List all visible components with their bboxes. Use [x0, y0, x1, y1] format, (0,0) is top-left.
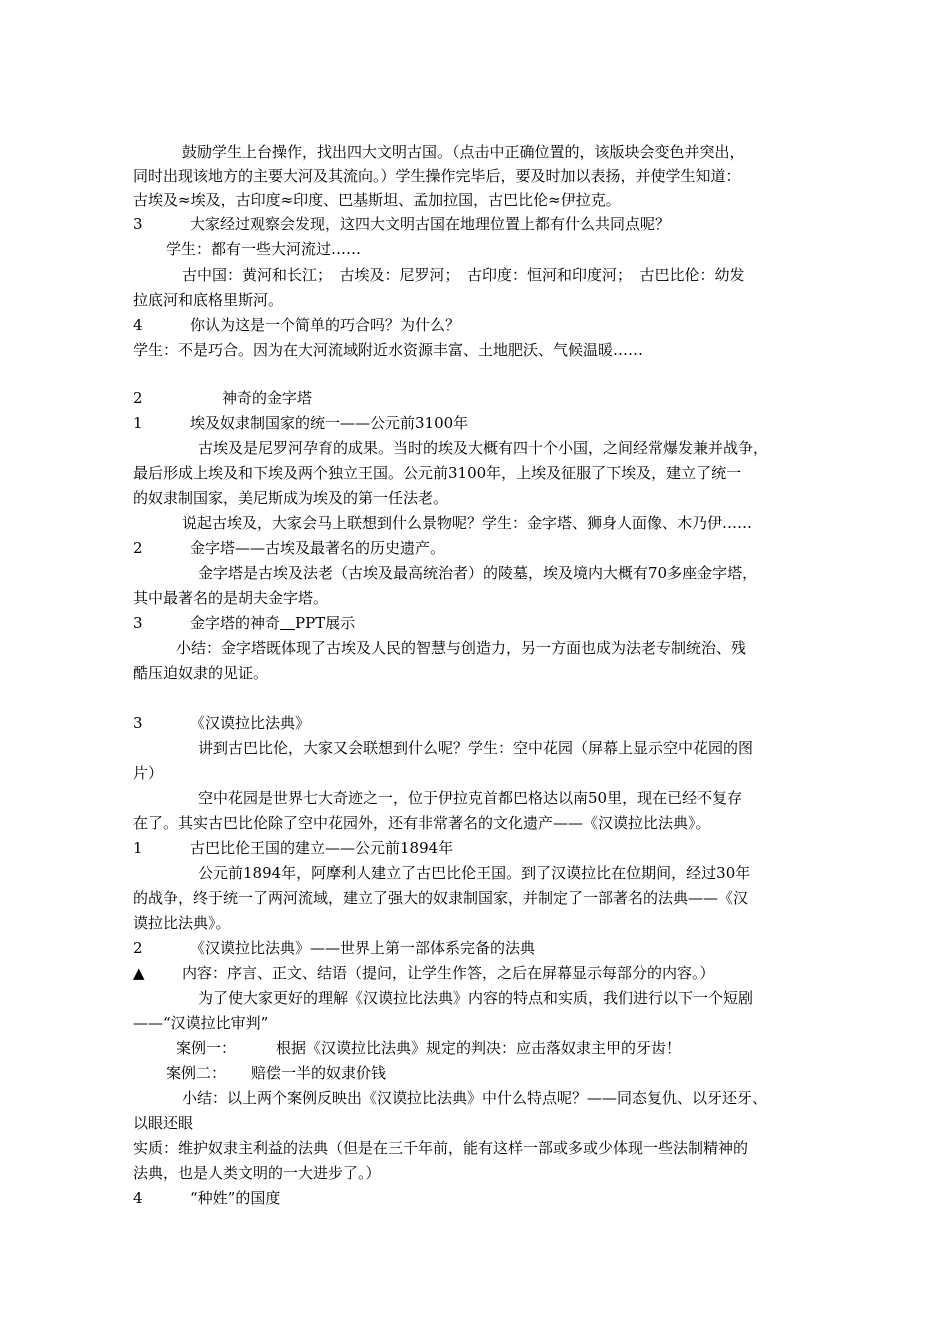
paragraph-line: 说起古埃及，大家会马上联想到什么景物呢？学生：金字塔、狮身人面像、木乃伊……	[182, 514, 753, 532]
paragraph-line: 小结：以上两个案例反映出《汉谟拉比法典》中什么特点呢？——同态复仇、以牙还牙、	[182, 1089, 768, 1107]
paragraph-line: 公元前1894年，阿摩利人建立了古巴比伦王国。到了汉谟拉比在位期间，经过30年	[198, 864, 751, 882]
paragraph-line: 学生：不是巧合。因为在大河流域附近水资源丰富、土地肥沃、气候温暖……	[133, 341, 644, 359]
paragraph-line: 的奴隶制国家，美尼斯成为埃及的第一任法老。	[133, 489, 449, 507]
paragraph-line: 鼓励学生上台操作，找出四大文明古国。（点击中正确位置的，该版块会变色并突出，	[182, 143, 745, 161]
case-label: 案例一：	[176, 1039, 237, 1057]
paragraph-line: 为了使大家更好的理解《汉谟拉比法典》内容的特点和实质，我们进行以下一个短剧	[198, 989, 754, 1007]
paragraph-line	[190, 613, 355, 633]
paragraph-line: 实质：维护奴隶主利益的法典（但是在三千年前，能有这样一部或多或少体现一些法制精神的	[133, 1139, 749, 1157]
list-number: 1	[133, 414, 143, 432]
paragraph-line: 的战争，终于统一了两河流域，建立了强大的奴隶制国家，并制定了一部著名的法典——《汉	[133, 889, 749, 907]
paragraph-line: 古埃及≈埃及，古印度≈印度、巴基斯坦、孟加拉国，古巴比伦≈伊拉克。	[133, 191, 621, 209]
section-number: 3	[133, 714, 143, 732]
paragraph-line: 以眼还眼	[133, 1114, 194, 1132]
section-heading: 《汉谟拉比法典》	[190, 714, 311, 732]
paragraph-line: 古中国：黄河和长江； 古埃及：尼罗河； 古印度：恒河和印度河； 古巴比伦：幼发	[182, 266, 745, 284]
ppt-note: PPT展示	[295, 614, 356, 632]
paragraph-line: 片）	[133, 764, 164, 782]
heading-text: 金字塔的神奇	[190, 614, 281, 632]
list-number: 4	[133, 316, 143, 334]
paragraph-line: 大家经过观察会发现，这四大文明古国在地理位置上都有什么共同点呢？	[190, 215, 671, 233]
paragraph-line: 小结：金字塔既体现了古埃及人民的智慧与创造力，另一方面也成为法老专制统治、残	[176, 639, 747, 657]
paragraph-line: 讲到古巴比伦，大家又会联想到什么呢？学生：空中花园（屏幕上显示空中花园的图	[198, 739, 754, 757]
paragraph-line: 同时出现该地方的主要大河及其流向。）学生操作完毕后，要及时加以表扬，并使学生知道：	[133, 167, 741, 185]
list-number: 3	[133, 215, 143, 233]
paragraph-line: ——“汉谟拉比审判”	[133, 1014, 269, 1032]
paragraph-line: 学生：都有一些大河流过……	[166, 240, 362, 258]
list-number: 3	[133, 614, 143, 632]
paragraph-line: 金字塔是古埃及法老（古埃及最高统治者）的陵墓，埃及境内大概有70多座金字塔，	[198, 564, 758, 582]
paragraph-line: 酷压迫奴隶的见证。	[133, 664, 269, 682]
paragraph-line: 《汉谟拉比法典》——世界上第一部体系完备的法典	[190, 939, 536, 957]
paragraph-line: 古埃及是尼罗河孕育的成果。当时的埃及大概有四十个小国，之间经常爆发兼并战争，	[198, 439, 769, 457]
list-number: 1	[133, 839, 143, 857]
paragraph-line: 拉底河和底格里斯河。	[133, 291, 284, 309]
triangle-bullet: ▲	[133, 964, 145, 982]
list-number: 2	[133, 539, 143, 557]
paragraph-line: 其中最著名的是胡夫金字塔。	[133, 589, 329, 607]
section-heading: 神奇的金字塔	[222, 389, 313, 407]
list-number: 2	[133, 939, 143, 957]
paragraph-line: 根据《汉谟拉比法典》规定的判决：应击落奴隶主甲的牙齿！	[276, 1039, 682, 1057]
paragraph-line: 你认为这是一个简单的巧合吗？为什么？	[190, 316, 461, 334]
paragraph-line: 赔偿一半的奴隶价钱	[251, 1064, 387, 1082]
paragraph-line: 埃及奴隶制国家的统一——公元前3100年	[190, 414, 469, 432]
paragraph-line: 法典，也是人类文明的一大进步了。）	[133, 1164, 381, 1182]
paragraph-line: 金字塔——古埃及最著名的历史遗产。	[190, 539, 446, 557]
paragraph-line: 古巴比伦王国的建立——公元前1894年	[190, 839, 454, 857]
section-number: 2	[133, 389, 143, 407]
underline-gap	[280, 614, 295, 632]
paragraph-line: 内容：序言、正文、结语（提问，让学生作答，之后在屏幕显示每部分的内容。）	[182, 964, 715, 982]
paragraph-line: 最后形成上埃及和下埃及两个独立王国。公元前3100年，上埃及征服了下埃及，建立了统一	[133, 464, 742, 482]
paragraph-line: 空中花园是世界七大奇迹之一，位于伊拉克首都巴格达以南50里，现在已经不复存	[198, 789, 743, 807]
paragraph-line: “种姓”的国度	[190, 1189, 281, 1207]
paragraph-line: 在了。其实古巴比伦除了空中花园外，还有非常著名的文化遗产——《汉谟拉比法典》。	[133, 814, 711, 832]
paragraph-line: 谟拉比法典》。	[133, 914, 231, 932]
case-label: 案例二：	[166, 1064, 227, 1082]
list-number: 4	[133, 1189, 143, 1207]
